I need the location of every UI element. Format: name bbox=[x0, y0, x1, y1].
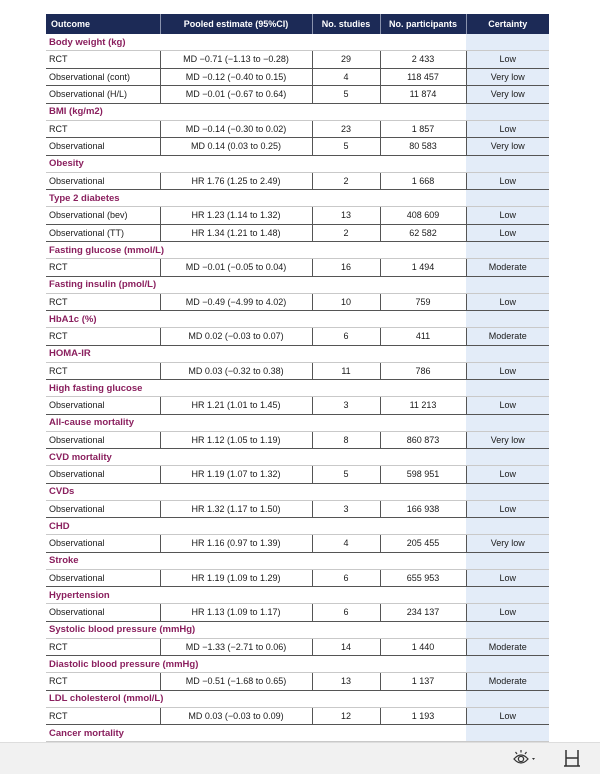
cell-estimate: HR 1.19 (1.09 to 1.29) bbox=[160, 569, 312, 587]
cell-estimate: HR 1.34 (1.21 to 1.48) bbox=[160, 224, 312, 242]
cell-design: RCT bbox=[46, 328, 160, 346]
cell-design: RCT bbox=[46, 707, 160, 725]
cell-participants: 166 938 bbox=[380, 500, 466, 518]
cell-studies: 8 bbox=[312, 431, 380, 449]
cell-design: Observational bbox=[46, 604, 160, 622]
section-certainty-cell bbox=[466, 725, 549, 742]
cell-estimate: HR 1.32 (1.17 to 1.50) bbox=[160, 500, 312, 518]
cell-estimate: MD −0.01 (−0.05 to 0.04) bbox=[160, 259, 312, 277]
section-title: CVDs bbox=[46, 483, 466, 500]
cell-certainty: Low bbox=[466, 604, 549, 622]
section-certainty-cell bbox=[466, 518, 549, 535]
cell-design: Observational bbox=[46, 172, 160, 190]
section-row bbox=[46, 656, 549, 673]
table-row bbox=[46, 466, 549, 484]
cell-design: Observational bbox=[46, 535, 160, 553]
cell-participants: 860 873 bbox=[380, 431, 466, 449]
evidence-table bbox=[46, 14, 549, 742]
table-row bbox=[46, 68, 549, 86]
cell-participants: 655 953 bbox=[380, 569, 466, 587]
cell-studies: 5 bbox=[312, 466, 380, 484]
table-row bbox=[46, 259, 549, 277]
cell-estimate: MD −0.12 (−0.40 to 0.15) bbox=[160, 68, 312, 86]
cell-studies: 2 bbox=[312, 172, 380, 190]
section-certainty-cell bbox=[466, 155, 549, 172]
cell-design: RCT bbox=[46, 259, 160, 277]
section-certainty-cell bbox=[466, 621, 549, 638]
cell-certainty: Low bbox=[466, 224, 549, 242]
table-row bbox=[46, 138, 549, 156]
header-participants: No. participants bbox=[380, 14, 466, 34]
cell-participants: 759 bbox=[380, 293, 466, 311]
cell-studies: 11 bbox=[312, 362, 380, 380]
cell-certainty: Low bbox=[466, 466, 549, 484]
cell-estimate: HR 1.13 (1.09 to 1.17) bbox=[160, 604, 312, 622]
section-row bbox=[46, 34, 549, 51]
section-certainty-cell bbox=[466, 276, 549, 293]
table-row bbox=[46, 604, 549, 622]
cell-estimate: MD −1.33 (−2.71 to 0.06) bbox=[160, 638, 312, 656]
cell-estimate: MD −0.71 (−1.13 to −0.28) bbox=[160, 51, 312, 69]
cell-estimate: MD −0.01 (−0.67 to 0.64) bbox=[160, 86, 312, 104]
cell-certainty: Very low bbox=[466, 431, 549, 449]
cell-participants: 1 137 bbox=[380, 673, 466, 691]
table-header bbox=[46, 14, 549, 34]
section-certainty-cell bbox=[466, 190, 549, 207]
section-title: Fasting glucose (mmol/L) bbox=[46, 242, 466, 259]
cell-participants: 234 137 bbox=[380, 604, 466, 622]
cell-studies: 6 bbox=[312, 328, 380, 346]
cell-design: Observational (H/L) bbox=[46, 86, 160, 104]
section-title: Systolic blood pressure (mmHg) bbox=[46, 621, 466, 638]
cell-design: Observational bbox=[46, 397, 160, 415]
cell-estimate: MD −0.14 (−0.30 to 0.02) bbox=[160, 120, 312, 138]
cell-certainty: Low bbox=[466, 120, 549, 138]
section-title: Cancer mortality bbox=[46, 725, 466, 742]
section-title: All-cause mortality bbox=[46, 414, 466, 431]
cell-design: Observational bbox=[46, 569, 160, 587]
section-certainty-cell bbox=[466, 690, 549, 707]
section-title: LDL cholesterol (mmol/L) bbox=[46, 690, 466, 707]
table-row bbox=[46, 397, 549, 415]
cell-participants: 1 440 bbox=[380, 638, 466, 656]
bottom-toolbar bbox=[0, 742, 600, 774]
table-row bbox=[46, 293, 549, 311]
cell-studies: 16 bbox=[312, 259, 380, 277]
section-title: Diastolic blood pressure (mmHg) bbox=[46, 656, 466, 673]
cell-participants: 62 582 bbox=[380, 224, 466, 242]
section-row bbox=[46, 518, 549, 535]
section-certainty-cell bbox=[466, 414, 549, 431]
cell-participants: 11 874 bbox=[380, 86, 466, 104]
cell-design: RCT bbox=[46, 293, 160, 311]
section-row bbox=[46, 690, 549, 707]
cell-estimate: MD −0.51 (−1.68 to 0.65) bbox=[160, 673, 312, 691]
section-title: Hypertension bbox=[46, 587, 466, 604]
section-title: High fasting glucose bbox=[46, 380, 466, 397]
cell-design: RCT bbox=[46, 362, 160, 380]
section-title: BMI (kg/m2) bbox=[46, 103, 466, 120]
table-row bbox=[46, 673, 549, 691]
cell-design: RCT bbox=[46, 638, 160, 656]
section-certainty-cell bbox=[466, 552, 549, 569]
table-row bbox=[46, 207, 549, 225]
cell-certainty: Moderate bbox=[466, 673, 549, 691]
cell-certainty: Moderate bbox=[466, 328, 549, 346]
section-row bbox=[46, 276, 549, 293]
section-certainty-cell bbox=[466, 311, 549, 328]
cell-certainty: Low bbox=[466, 362, 549, 380]
cell-estimate: HR 1.21 (1.01 to 1.45) bbox=[160, 397, 312, 415]
section-row bbox=[46, 414, 549, 431]
section-row bbox=[46, 190, 549, 207]
cell-estimate: MD 0.02 (−0.03 to 0.07) bbox=[160, 328, 312, 346]
section-certainty-cell bbox=[466, 483, 549, 500]
cell-studies: 2 bbox=[312, 224, 380, 242]
section-title: Fasting insulin (pmol/L) bbox=[46, 276, 466, 293]
cell-studies: 3 bbox=[312, 500, 380, 518]
section-certainty-cell bbox=[466, 242, 549, 259]
h-bracket-icon[interactable] bbox=[562, 748, 582, 768]
table-row bbox=[46, 120, 549, 138]
cell-participants: 118 457 bbox=[380, 68, 466, 86]
cell-studies: 6 bbox=[312, 569, 380, 587]
cell-estimate: MD 0.14 (0.03 to 0.25) bbox=[160, 138, 312, 156]
table-row bbox=[46, 328, 549, 346]
cell-participants: 1 193 bbox=[380, 707, 466, 725]
cell-certainty: Low bbox=[466, 569, 549, 587]
table-row bbox=[46, 86, 549, 104]
cell-design: RCT bbox=[46, 51, 160, 69]
cell-studies: 5 bbox=[312, 86, 380, 104]
cell-estimate: HR 1.23 (1.14 to 1.32) bbox=[160, 207, 312, 225]
section-certainty-cell bbox=[466, 345, 549, 362]
section-title: CVD mortality bbox=[46, 449, 466, 466]
cell-studies: 5 bbox=[312, 138, 380, 156]
cell-certainty: Low bbox=[466, 293, 549, 311]
cell-studies: 4 bbox=[312, 535, 380, 553]
section-row bbox=[46, 103, 549, 120]
cell-certainty: Very low bbox=[466, 138, 549, 156]
cell-estimate: MD −0.49 (−4.99 to 4.02) bbox=[160, 293, 312, 311]
table-row bbox=[46, 172, 549, 190]
cell-certainty: Low bbox=[466, 397, 549, 415]
cell-participants: 205 455 bbox=[380, 535, 466, 553]
section-row bbox=[46, 725, 549, 742]
cell-participants: 80 583 bbox=[380, 138, 466, 156]
header-studies: No. studies bbox=[312, 14, 380, 34]
section-row bbox=[46, 587, 549, 604]
cell-participants: 2 433 bbox=[380, 51, 466, 69]
cell-studies: 6 bbox=[312, 604, 380, 622]
cell-studies: 13 bbox=[312, 673, 380, 691]
cell-estimate: MD 0.03 (−0.32 to 0.38) bbox=[160, 362, 312, 380]
section-title: Body weight (kg) bbox=[46, 34, 466, 51]
section-certainty-cell bbox=[466, 587, 549, 604]
cell-studies: 4 bbox=[312, 68, 380, 86]
table-row bbox=[46, 500, 549, 518]
cell-design: Observational (bev) bbox=[46, 207, 160, 225]
header-certainty: Certainty bbox=[466, 14, 549, 34]
cell-studies: 10 bbox=[312, 293, 380, 311]
cell-participants: 1 668 bbox=[380, 172, 466, 190]
cell-studies: 14 bbox=[312, 638, 380, 656]
section-row bbox=[46, 483, 549, 500]
cell-design: Observational bbox=[46, 431, 160, 449]
header-estimate: Pooled estimate (95%CI) bbox=[160, 14, 312, 34]
section-certainty-cell bbox=[466, 380, 549, 397]
cell-certainty: Low bbox=[466, 51, 549, 69]
cell-studies: 23 bbox=[312, 120, 380, 138]
cell-certainty: Low bbox=[466, 207, 549, 225]
cell-design: Observational bbox=[46, 466, 160, 484]
cell-estimate: HR 1.76 (1.25 to 2.49) bbox=[160, 172, 312, 190]
cell-certainty: Low bbox=[466, 707, 549, 725]
cell-participants: 786 bbox=[380, 362, 466, 380]
section-row bbox=[46, 242, 549, 259]
cell-certainty: Moderate bbox=[466, 259, 549, 277]
section-title: HbA1c (%) bbox=[46, 311, 466, 328]
cell-estimate: HR 1.19 (1.07 to 1.32) bbox=[160, 466, 312, 484]
cell-studies: 3 bbox=[312, 397, 380, 415]
table-row bbox=[46, 569, 549, 587]
section-title: Obesity bbox=[46, 155, 466, 172]
table-body bbox=[46, 34, 549, 742]
section-title: Type 2 diabetes bbox=[46, 190, 466, 207]
header-outcome: Outcome bbox=[46, 14, 160, 34]
cell-design: Observational (cont) bbox=[46, 68, 160, 86]
section-row bbox=[46, 345, 549, 362]
section-title: Stroke bbox=[46, 552, 466, 569]
section-row bbox=[46, 552, 549, 569]
cell-certainty: Very low bbox=[466, 86, 549, 104]
cell-studies: 12 bbox=[312, 707, 380, 725]
section-row bbox=[46, 621, 549, 638]
section-row bbox=[46, 449, 549, 466]
cell-participants: 598 951 bbox=[380, 466, 466, 484]
section-certainty-cell bbox=[466, 449, 549, 466]
cell-estimate: HR 1.16 (0.97 to 1.39) bbox=[160, 535, 312, 553]
section-row bbox=[46, 155, 549, 172]
cell-certainty: Moderate bbox=[466, 638, 549, 656]
section-certainty-cell bbox=[466, 656, 549, 673]
table-row bbox=[46, 535, 549, 553]
cell-design: RCT bbox=[46, 673, 160, 691]
section-certainty-cell bbox=[466, 34, 549, 51]
cell-studies: 29 bbox=[312, 51, 380, 69]
section-row bbox=[46, 380, 549, 397]
cell-studies: 13 bbox=[312, 207, 380, 225]
eye-icon[interactable] bbox=[512, 749, 538, 767]
cell-certainty: Low bbox=[466, 172, 549, 190]
cell-design: Observational (TT) bbox=[46, 224, 160, 242]
cell-participants: 1 494 bbox=[380, 259, 466, 277]
cell-estimate: MD 0.03 (−0.03 to 0.09) bbox=[160, 707, 312, 725]
table-row bbox=[46, 51, 549, 69]
cell-estimate: HR 1.12 (1.05 to 1.19) bbox=[160, 431, 312, 449]
table-row bbox=[46, 707, 549, 725]
cell-participants: 11 213 bbox=[380, 397, 466, 415]
table-row bbox=[46, 224, 549, 242]
cell-participants: 408 609 bbox=[380, 207, 466, 225]
cell-participants: 1 857 bbox=[380, 120, 466, 138]
table-row bbox=[46, 638, 549, 656]
cell-certainty: Low bbox=[466, 500, 549, 518]
section-title: HOMA-IR bbox=[46, 345, 466, 362]
cell-certainty: Very low bbox=[466, 535, 549, 553]
table-row bbox=[46, 431, 549, 449]
cell-design: Observational bbox=[46, 138, 160, 156]
table-row bbox=[46, 362, 549, 380]
cell-design: Observational bbox=[46, 500, 160, 518]
cell-certainty: Very low bbox=[466, 68, 549, 86]
cell-participants: 411 bbox=[380, 328, 466, 346]
section-title: CHD bbox=[46, 518, 466, 535]
cell-design: RCT bbox=[46, 120, 160, 138]
section-certainty-cell bbox=[466, 103, 549, 120]
section-row bbox=[46, 311, 549, 328]
